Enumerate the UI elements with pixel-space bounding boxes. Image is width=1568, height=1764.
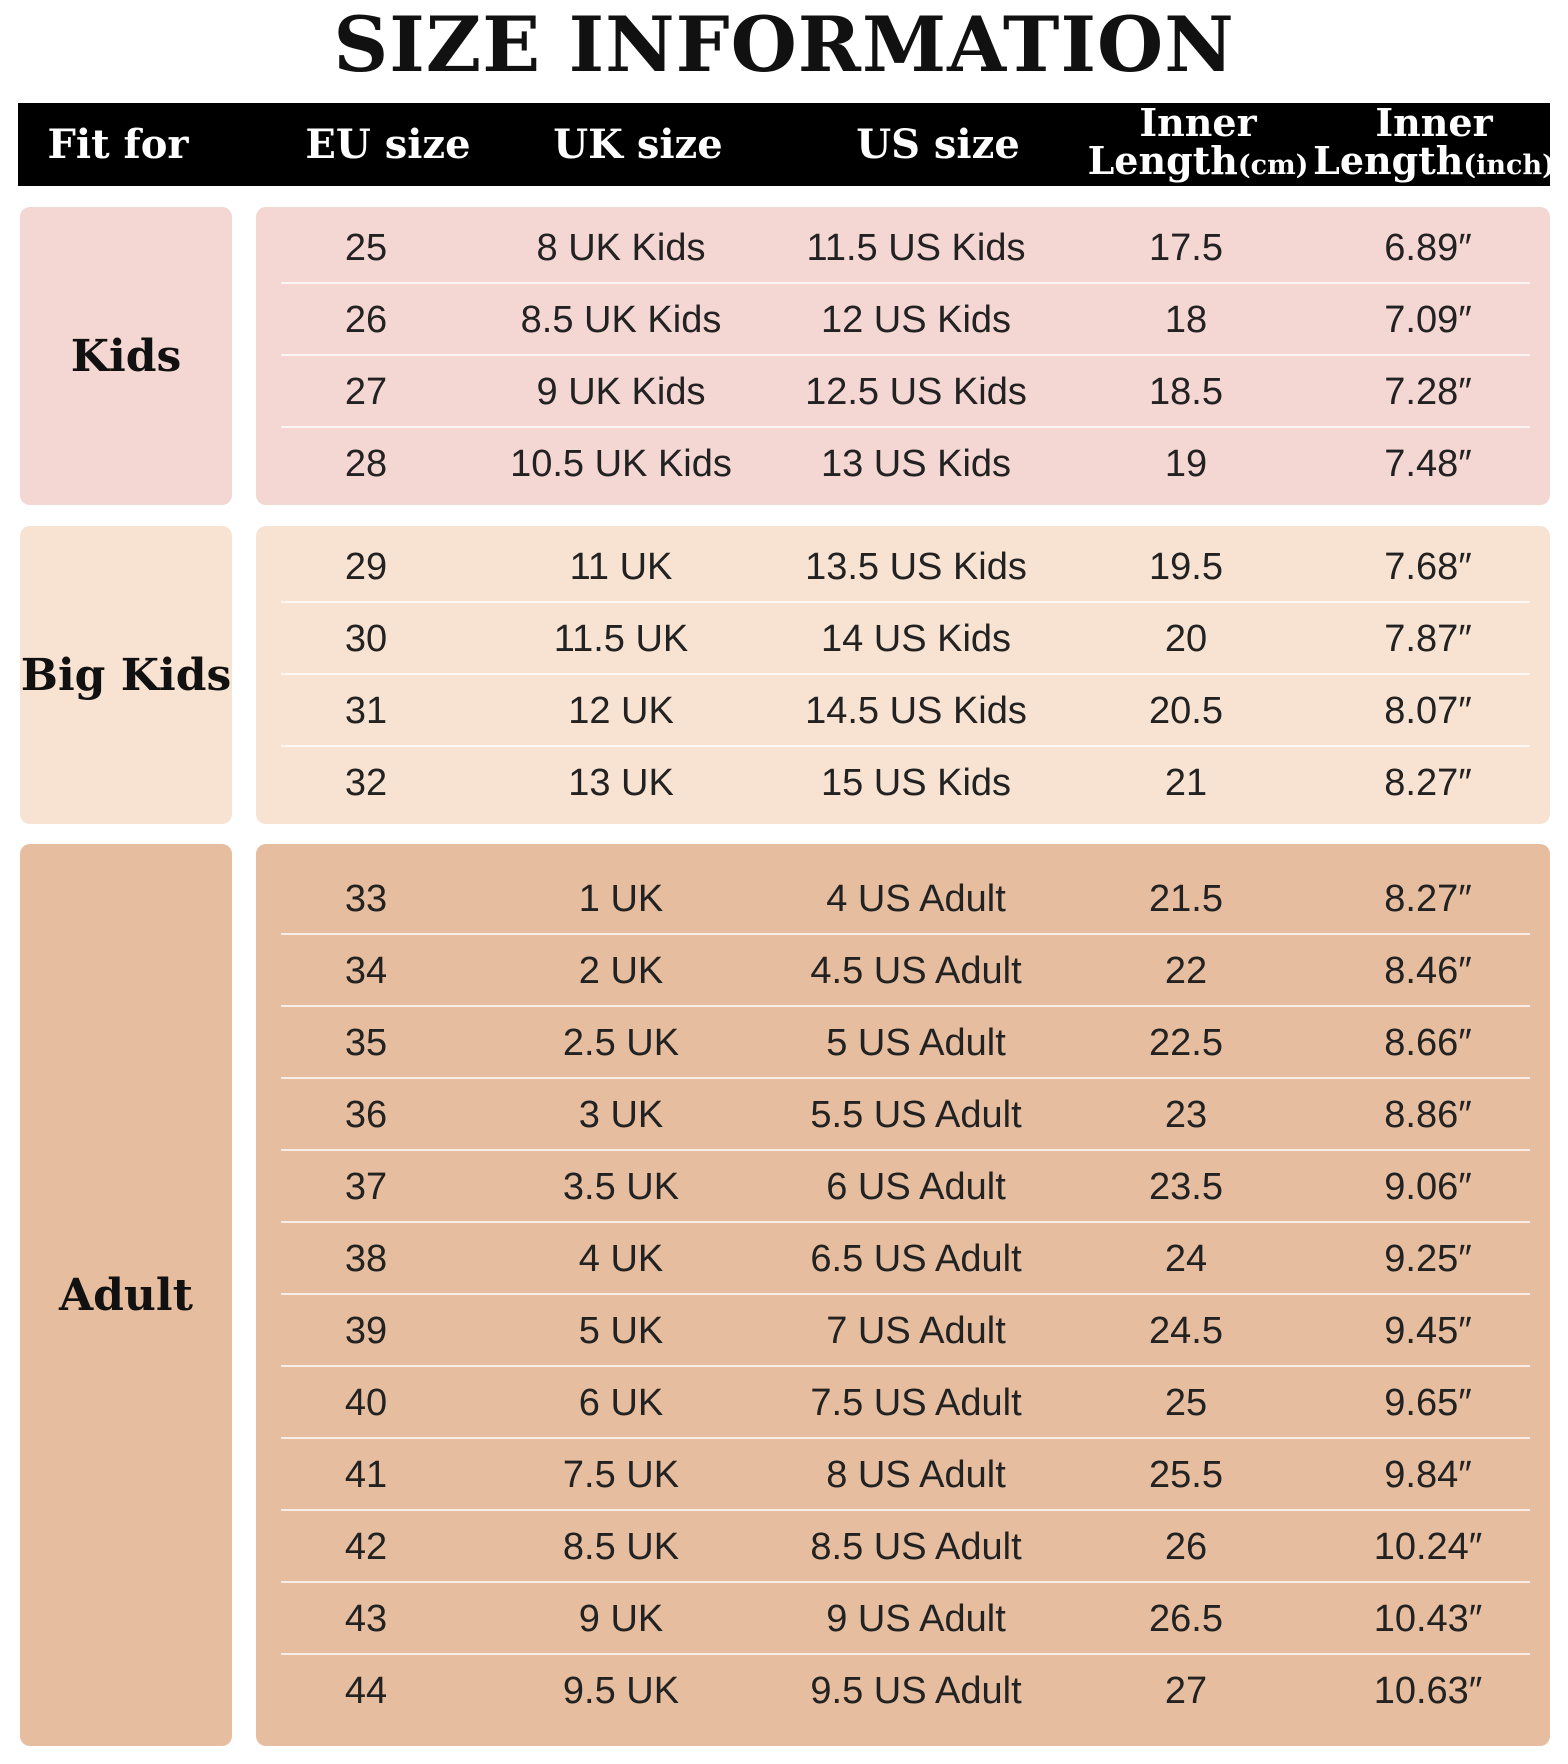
group-rows — [256, 844, 1550, 1746]
table-row — [256, 1079, 1550, 1151]
cell-us: 7.5 US Adult — [810, 1381, 1022, 1424]
header-inner-length-inch — [1313, 100, 1555, 186]
header-inner-cm-top: Inner — [1139, 100, 1257, 145]
cell-cm: 25 — [1164, 1381, 1208, 1424]
cell-cm: 23.5 — [1149, 1165, 1223, 1208]
table-row — [256, 603, 1550, 675]
cell-us: 7 US Adult — [826, 1309, 1006, 1352]
cell-uk: 4 UK — [578, 1237, 664, 1280]
table-row — [256, 1367, 1550, 1439]
cell-inch: 10.24″ — [1373, 1525, 1483, 1568]
cell-cm: 23 — [1164, 1093, 1208, 1136]
cell-us: 12.5 US Kids — [805, 370, 1027, 413]
cell-us: 13.5 US Kids — [805, 545, 1027, 588]
cell-cm: 21.5 — [1149, 877, 1223, 920]
cell-cm: 21 — [1164, 761, 1208, 804]
cell-cm: 26.5 — [1149, 1597, 1223, 1640]
cell-eu: 31 — [344, 689, 388, 732]
cell-us: 12 US Kids — [820, 298, 1012, 341]
cell-cm: 27 — [1164, 1669, 1208, 1712]
cell-cm: 17.5 — [1149, 226, 1223, 269]
cell-cm: 22 — [1164, 949, 1208, 992]
cell-uk: 8.5 UK — [562, 1525, 680, 1568]
cell-cm: 20.5 — [1149, 689, 1223, 732]
cell-eu: 40 — [344, 1381, 388, 1424]
table-row — [256, 1007, 1550, 1079]
cell-eu: 26 — [344, 298, 388, 341]
cell-uk: 11.5 UK — [553, 617, 689, 660]
cell-us: 9.5 US Adult — [810, 1669, 1022, 1712]
cell-uk: 2.5 UK — [562, 1021, 680, 1064]
header-inner-cm-unit: (cm) — [1237, 150, 1309, 181]
cell-eu: 42 — [344, 1525, 388, 1568]
table-row — [256, 675, 1550, 747]
cell-us: 4.5 US Adult — [810, 949, 1022, 992]
cell-cm: 24 — [1164, 1237, 1208, 1280]
cell-inch: 7.68″ — [1384, 545, 1472, 588]
page-title: SIZE INFORMATION — [333, 0, 1235, 89]
cell-inch: 8.66″ — [1384, 1021, 1472, 1064]
cell-us: 14.5 US Kids — [805, 689, 1027, 732]
cell-uk: 8 UK Kids — [536, 226, 706, 269]
cell-us: 4 US Adult — [826, 877, 1006, 920]
cell-eu: 33 — [344, 877, 388, 920]
table-row — [256, 1655, 1550, 1727]
cell-us: 13 US Kids — [820, 442, 1012, 485]
header-uk-size: UK size — [553, 120, 723, 168]
cell-eu: 39 — [344, 1309, 388, 1352]
cell-uk: 9 UK — [578, 1597, 664, 1640]
cell-inch: 9.06″ — [1384, 1165, 1472, 1208]
table-row — [256, 428, 1550, 500]
cell-inch: 8.46″ — [1384, 949, 1472, 992]
table-row — [256, 1511, 1550, 1583]
cell-cm: 19 — [1164, 442, 1208, 485]
cell-cm: 22.5 — [1149, 1021, 1223, 1064]
header-inner-inch-unit: (inch) — [1463, 150, 1555, 181]
cell-inch: 9.65″ — [1384, 1381, 1472, 1424]
table-row — [256, 1583, 1550, 1655]
group-label-kids: Kids — [20, 207, 232, 505]
cell-cm: 24.5 — [1149, 1309, 1223, 1352]
cell-inch: 8.86″ — [1384, 1093, 1472, 1136]
header-inner-inch-top: Inner — [1375, 100, 1493, 145]
table-row — [256, 1223, 1550, 1295]
cell-eu: 29 — [344, 545, 388, 588]
cell-inch: 10.63″ — [1373, 1669, 1483, 1712]
cell-us: 5 US Adult — [826, 1021, 1006, 1064]
cell-inch: 8.07″ — [1384, 689, 1472, 732]
cell-us: 14 US Kids — [820, 617, 1012, 660]
cell-eu: 35 — [344, 1021, 388, 1064]
cell-eu: 32 — [344, 761, 388, 804]
cell-cm: 25.5 — [1149, 1453, 1223, 1496]
group-rows — [256, 207, 1550, 505]
cell-uk: 12 UK — [568, 689, 674, 732]
cell-inch: 7.28″ — [1384, 370, 1472, 413]
cell-uk: 9.5 UK — [562, 1669, 680, 1712]
cell-uk: 11 UK — [569, 545, 673, 588]
cell-uk: 8.5 UK Kids — [520, 298, 722, 341]
cell-inch: 7.48″ — [1384, 442, 1472, 485]
cell-uk: 13 UK — [568, 761, 674, 804]
cell-uk: 10.5 UK Kids — [510, 442, 732, 485]
cell-inch: 6.89″ — [1384, 226, 1472, 269]
cell-eu: 43 — [344, 1597, 388, 1640]
cell-inch: 7.09″ — [1384, 298, 1472, 341]
cell-eu: 41 — [344, 1453, 388, 1496]
cell-uk: 7.5 UK — [562, 1453, 680, 1496]
cell-eu: 30 — [344, 617, 388, 660]
header-inner-cm-main: Length — [1087, 138, 1238, 183]
cell-inch: 9.25″ — [1384, 1237, 1472, 1280]
header-inner-length-cm — [1078, 100, 1318, 186]
cell-inch: 8.27″ — [1384, 877, 1472, 920]
cell-us: 5.5 US Adult — [810, 1093, 1022, 1136]
group-label-adult: Adult — [20, 844, 232, 1746]
cell-uk: 5 UK — [578, 1309, 664, 1352]
cell-us: 15 US Kids — [820, 761, 1012, 804]
table-header — [18, 100, 1555, 186]
cell-uk: 9 UK Kids — [536, 370, 706, 413]
cell-cm: 18 — [1164, 298, 1208, 341]
cell-inch: 7.87″ — [1384, 617, 1472, 660]
cell-eu: 44 — [344, 1669, 388, 1712]
header-eu-size: EU size — [305, 120, 471, 168]
cell-us: 9 US Adult — [826, 1597, 1006, 1640]
cell-inch: 9.45″ — [1384, 1309, 1472, 1352]
header-us-size: US size — [856, 120, 1020, 168]
table-row — [256, 863, 1550, 935]
cell-inch: 8.27″ — [1384, 761, 1472, 804]
cell-eu: 27 — [344, 370, 388, 413]
header-inner-inch-main: Length — [1313, 138, 1464, 183]
cell-eu: 25 — [344, 226, 388, 269]
table-row — [256, 356, 1550, 428]
cell-eu: 36 — [344, 1093, 388, 1136]
cell-cm: 19.5 — [1149, 545, 1223, 588]
header-fit-for: Fit for — [47, 120, 189, 168]
cell-uk: 2 UK — [578, 949, 664, 992]
cell-eu: 37 — [344, 1165, 388, 1208]
cell-cm: 20 — [1164, 617, 1208, 660]
cell-us: 11.5 US Kids — [806, 226, 1026, 269]
table-row — [256, 1439, 1550, 1511]
group-rows — [256, 526, 1550, 824]
cell-eu: 34 — [344, 949, 388, 992]
cell-eu: 28 — [344, 442, 388, 485]
cell-inch: 9.84″ — [1384, 1453, 1472, 1496]
cell-us: 6 US Adult — [826, 1165, 1006, 1208]
cell-uk: 3 UK — [578, 1093, 664, 1136]
table-row — [256, 1151, 1550, 1223]
table-row — [256, 284, 1550, 356]
table-row — [256, 747, 1550, 819]
cell-us: 8.5 US Adult — [810, 1525, 1022, 1568]
cell-inch: 10.43″ — [1373, 1597, 1483, 1640]
cell-cm: 26 — [1164, 1525, 1208, 1568]
cell-us: 8 US Adult — [826, 1453, 1006, 1496]
table-row — [256, 1295, 1550, 1367]
cell-uk: 1 UK — [578, 877, 664, 920]
group-label-big-kids: Big Kids — [20, 526, 232, 824]
cell-cm: 18.5 — [1149, 370, 1223, 413]
cell-us: 6.5 US Adult — [810, 1237, 1022, 1280]
table-row — [256, 935, 1550, 1007]
table-row — [256, 531, 1550, 603]
table-row — [256, 212, 1550, 284]
cell-eu: 38 — [344, 1237, 388, 1280]
cell-uk: 6 UK — [578, 1381, 664, 1424]
cell-uk: 3.5 UK — [562, 1165, 680, 1208]
